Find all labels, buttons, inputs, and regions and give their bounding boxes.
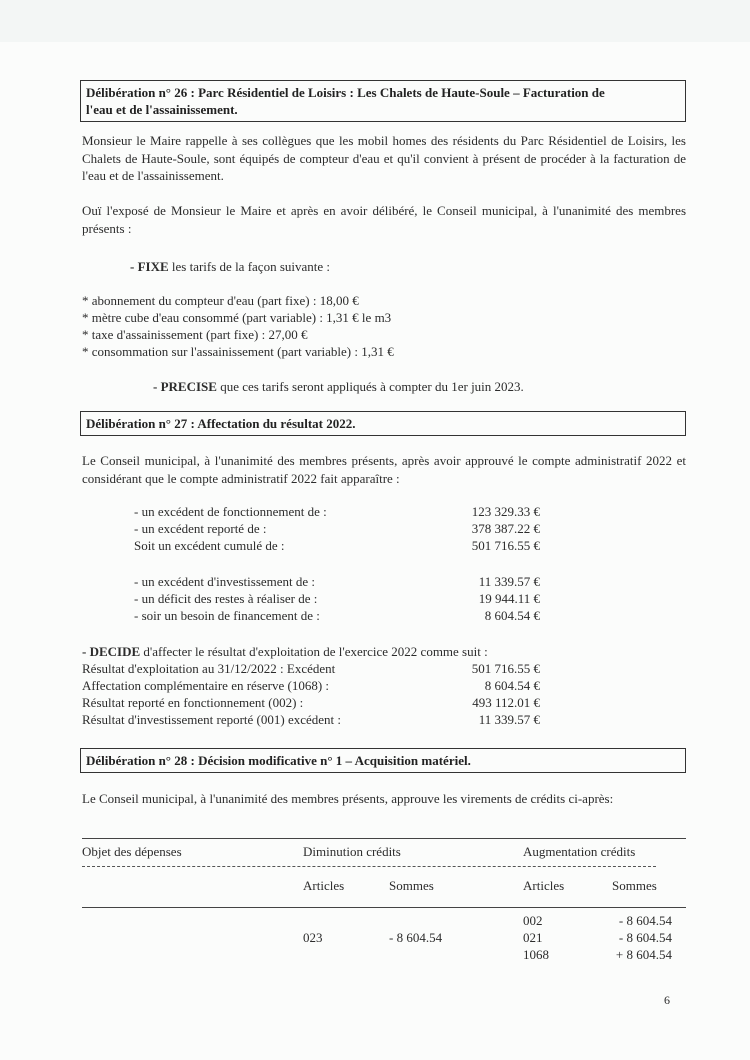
table-sub-articles-dim: Articles	[303, 878, 345, 893]
precise-keyword: - PRECISE	[153, 379, 217, 394]
tarif-item: * mètre cube d'eau consommé (part variable) : 1,31 € le m3	[82, 310, 392, 325]
result-label: - soir un besoin de financement de :	[134, 608, 320, 623]
fixe-keyword: - FIXE	[130, 259, 169, 274]
heading-27-text: Délibération n° 27 : Affectation du résultat 2022.	[86, 416, 356, 431]
aug-somme: - 8 604.54	[618, 913, 672, 928]
fixe-text: les tarifs de la façon suivante :	[168, 259, 330, 274]
affectation-value: 11 339.57 €	[478, 712, 540, 727]
aug-article: 1068	[523, 947, 549, 962]
table-sub-articles-aug: Articles	[523, 878, 565, 893]
table-sub-sommes-dim: Sommes	[389, 878, 434, 893]
d26-fixe-line	[130, 258, 330, 275]
heading-26-line2: l'eau et de l'assainissement.	[86, 102, 238, 117]
heading-deliberation-27	[80, 411, 686, 436]
result-label: - un excédent reporté de :	[134, 521, 267, 536]
result-value: 11 339.57 €	[478, 574, 540, 589]
d27-decide-line	[82, 643, 488, 660]
decide-keyword: - DECIDE	[82, 644, 141, 659]
aug-somme: - 8 604.54	[618, 930, 672, 945]
heading-26-line1: Délibération n° 26 : Parc Résidentiel de Loisirs : Les Chalets de Haute-Soule – Facturation de	[86, 85, 605, 100]
decide-text: d'affecter le résultat d'exploitation de l'exercice 2022 comme suit :	[140, 644, 488, 659]
aug-article: 021	[523, 930, 543, 945]
table-top-rule	[82, 838, 686, 839]
heading-deliberation-26	[80, 80, 686, 122]
table-sub-sommes-aug: Sommes	[612, 878, 657, 893]
table-header-augmentation: Augmentation crédits	[523, 844, 636, 859]
affectation-value: 8 604.54 €	[484, 678, 540, 693]
result-value: 8 604.54 €	[484, 608, 540, 623]
affectation-label: Résultat reporté en fonctionnement (002) :	[82, 695, 304, 710]
heading-deliberation-28	[80, 748, 686, 773]
d26-paragraph-1: Monsieur le Maire rappelle à ses collègues que les mobil homes des résidents du Parc Résidentiel de Loisirs, les Chalets de Haute-Soule, sont équipés de compteur d'eau et qu'il convient à présent de procéder à la facturation de l'eau et de l'assainissement.	[82, 133, 686, 183]
result-value: 123 329.33 €	[471, 504, 540, 519]
tarif-item: * abonnement du compteur d'eau (part fixe) : 18,00 €	[82, 293, 359, 308]
scan-top-band	[0, 0, 750, 42]
result-label: - un déficit des restes à réaliser de :	[134, 591, 318, 606]
result-value: 19 944.11 €	[478, 591, 540, 606]
precise-text: que ces tarifs seront appliqués à compter du 1er juin 2023.	[216, 379, 524, 394]
dim-somme: - 8 604.54	[389, 930, 443, 945]
aug-somme: + 8 604.54	[615, 947, 672, 962]
result-value: 378 387.22 €	[471, 521, 540, 536]
aug-article: 002	[523, 913, 543, 928]
affectation-label: Résultat d'investissement reporté (001) excédent :	[82, 712, 342, 727]
affectation-label: Résultat d'exploitation au 31/12/2022 : Excédent	[82, 661, 336, 676]
d26-paragraph-2: Ouï l'exposé de Monsieur le Maire et après en avoir délibéré, le Conseil municipal, à l'unanimité des membres présents :	[82, 203, 686, 236]
table-header-objet: Objet des dépenses	[82, 844, 182, 859]
table-header-diminution: Diminution crédits	[303, 844, 401, 859]
d28-paragraph-1: Le Conseil municipal, à l'unanimité des membres présents, approuve les virements de crédits ci-après:	[82, 791, 614, 806]
result-label: - un excédent de fonctionnement de :	[134, 504, 327, 519]
affectation-label: Affectation complémentaire en réserve (1068) :	[82, 678, 330, 693]
dim-article: 023	[303, 930, 323, 945]
d27-paragraph-1: Le Conseil municipal, à l'unanimité des membres présents, après avoir approuvé le compte administratif 2022 et considérant que le compte administratif 2022 fait apparaître :	[82, 453, 686, 486]
tarif-item: * taxe d'assainissement (part fixe) : 27,00 €	[82, 327, 308, 342]
d26-precise-line	[153, 378, 524, 395]
table-header-dashed-rule	[82, 866, 656, 867]
heading-28-text: Délibération n° 28 : Décision modificative n° 1 – Acquisition matériel.	[86, 753, 471, 768]
affectation-value: 493 112.01 €	[472, 695, 540, 710]
tarif-item: * consommation sur l'assainissement (part variable) : 1,31 €	[82, 344, 394, 359]
page-number: 6	[664, 993, 670, 1007]
affectation-value: 501 716.55 €	[471, 661, 540, 676]
result-label: Soit un excédent cumulé de :	[134, 538, 285, 553]
table-sub-rule	[82, 907, 686, 908]
result-label: - un excédent d'investissement de :	[134, 574, 316, 589]
result-value: 501 716.55 €	[471, 538, 540, 553]
